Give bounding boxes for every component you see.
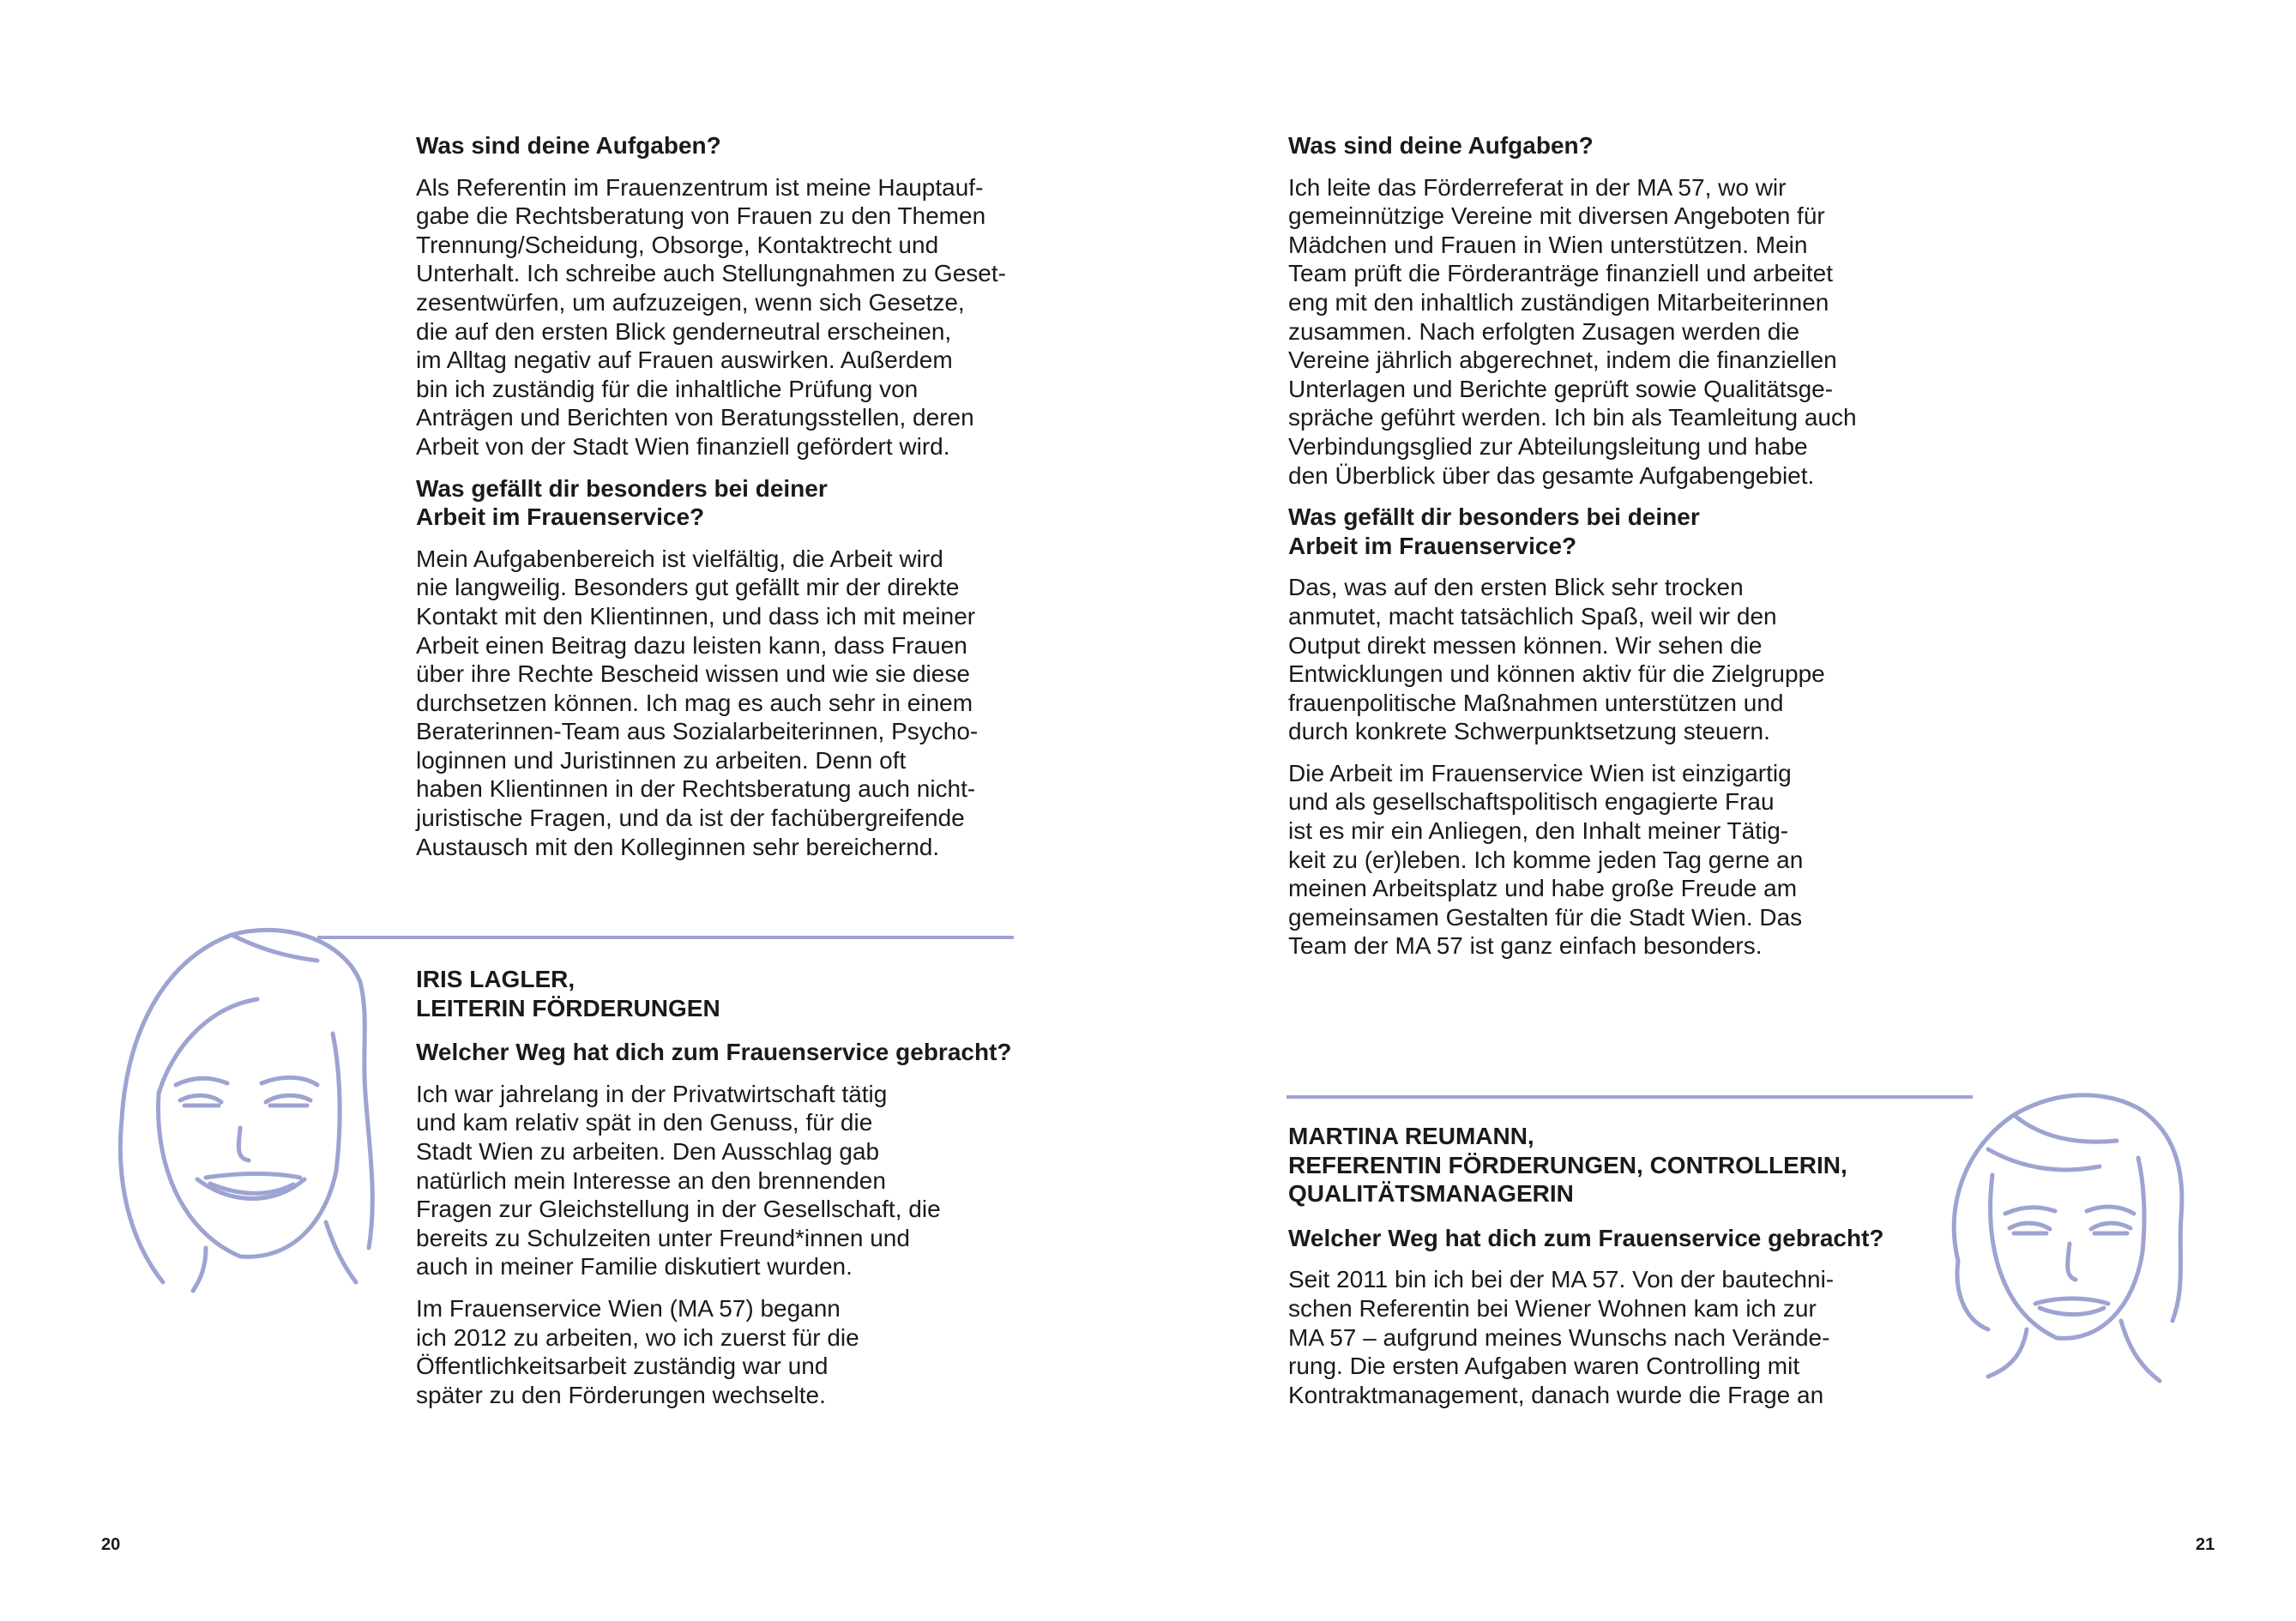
answer-paragraph: Seit 2011 bin ich bei der MA 57. Von der bautechni- schen Referentin bei Wiener Wohnen kam ich zur MA 57 – aufgrund meines Wunschs nach Verände- rung. Die ersten Aufgaben waren Controlling mit Kontraktmanagement, danach wurde die Frage an [1288,1266,1835,1408]
portrait-illustration-iris [111,922,386,1308]
woman-portrait-icon [111,922,386,1308]
answer-paragraph: Die Arbeit im Frauenservice Wien ist einzigartig und als gesellschaftspolitisch engagierte Frau ist es mir ein Anliegen, den Inhalt meiner Tätig- keit zu (er)leben. Ich komme jeden Tag gerne an meinen Arbeitsplatz und habe große Freude am gemeinsamen Gestalten für die Stadt Wien. Das Team der MA 57 ist ganz einfach besonders. [1288,759,1804,960]
question-heading: Was sind deine Aufgaben? [416,132,721,159]
answer-paragraph: Mein Aufgabenbereich ist vielfältig, die Arbeit wird nie langweilig. Besonders gut gefällt mir der direkte Kontakt mit den Klientinnen, und dass ich mit meiner Arbeit einen Beitrag dazu leisten kann, dass Frauen über ihre Rechte Bescheid wissen und wie sie diese durchsetzen können. Ich mag es auch sehr in einem Beraterinnen-Team aus Sozialarbeiterinnen, Psycho- loginnen und Juristinnen zu arbeiten. Denn oft haben Klientinnen in der Rechtsberatung auch nicht- juristische Fragen, und da ist der fachübergreifende Austausch mit den Kolleginnen sehr bereichernd. [416,545,979,860]
answer-paragraph: Als Referentin im Frauenzentrum ist meine Hauptauf- gabe die Rechtsberatung von Frauen zu den Themen Trennung/Scheidung, Obsorge, Kontaktrecht und Unterhalt. Ich schreibe auch Stellungnahmen zu Geset- zesentwürfen, um aufzuzeigen, wenn sich Gesetze, die auf den ersten Blick genderneutral erscheinen, im Alltag negativ auf Frauen auswirken. Außerdem bin ich zuständig für die inhaltliche Prüfung von Anträgen und Berichten von Beratungsstellen, deren Arbeit von der Stadt Wien finanziell gefördert wird. [416,173,1006,460]
section-divider [317,936,1014,939]
woman-portrait-icon [1937,1072,2194,1415]
right-profile-section [1288,1122,1906,1422]
left-profile-section [416,965,1034,1422]
answer-paragraph: Ich war jahrelang in der Privatwirtschaft tätig und kam relativ spät in den Genuss, für die Stadt Wien zu arbeiten. Den Ausschlag gab natürlich mein Interesse an den brennenden Fragen zur Gleichstellung in der Gesellschaft, die bereits zu Schulzeiten unter Freund*innen und auch in meiner Familie diskutiert wurden. [416,1080,941,1281]
question-heading: Was gefällt dir besonders bei deiner Arbeit im Frauenservice? [416,474,828,531]
portrait-illustration-martina [1937,1072,2194,1415]
page-number: 21 [2196,1535,2215,1554]
left-intro-section [416,131,1034,874]
answer-paragraph: Im Frauenservice Wien (MA 57) begann ich 2012 zu arbeiten, wo ich zuerst für die Öffentlichkeitsarbeit zuständig war und später zu den Förderungen wechselte. [416,1294,859,1408]
answer-paragraph: Ich leite das Förderreferat in der MA 57, wo wir gemeinnützige Vereine mit diversen Angeboten für Mädchen und Frauen in Wien unterstützen. Mein Team prüft die Förderanträge finanziell und arbeitet eng mit den inhaltlich zuständigen Mitarbeiterinnen zusammen. Nach erfolgten Zusagen werden die Vereine jährlich abgerechnet, indem die finanziellen Unterlagen und Berichte geprüft sowie Qualitätsge- spräche geführt werden. Ich bin als Teamleitung auch Verbindungsglied zur Abteilungsleitung und habe den Überblick über das gesamte Aufgabengebiet. [1288,173,1857,489]
person-name-title: MARTINA REUMANN, REFERENTIN FÖRDERUNGEN, CONTROLLERIN, QUALITÄTSMANAGERIN [1288,1123,1847,1208]
person-name-title: IRIS LAGLER, LEITERIN FÖRDERUNGEN [416,966,720,1021]
page-number: 20 [101,1535,121,1554]
question-heading: Welcher Weg hat dich zum Frauenservice gebracht? [1288,1224,1884,1251]
answer-paragraph: Das, was auf den ersten Blick sehr trocken anmutet, macht tatsächlich Spaß, weil wir den Output direkt messen können. Wir sehen die Entwicklungen und können aktiv für die Zielgruppe frauenpolitische Maßnahmen unterstützen und durch konkrete Schwerpunktsetzung steuern. [1288,574,1825,745]
right-intro-section [1288,131,1906,973]
question-heading: Was sind deine Aufgaben? [1288,132,1594,159]
right-page [1148,0,2296,1621]
section-divider [1287,1095,1973,1099]
question-heading: Was gefällt dir besonders bei deiner Arbeit im Frauenservice? [1288,503,1700,559]
question-heading: Welcher Weg hat dich zum Frauenservice gebracht? [416,1039,1012,1066]
